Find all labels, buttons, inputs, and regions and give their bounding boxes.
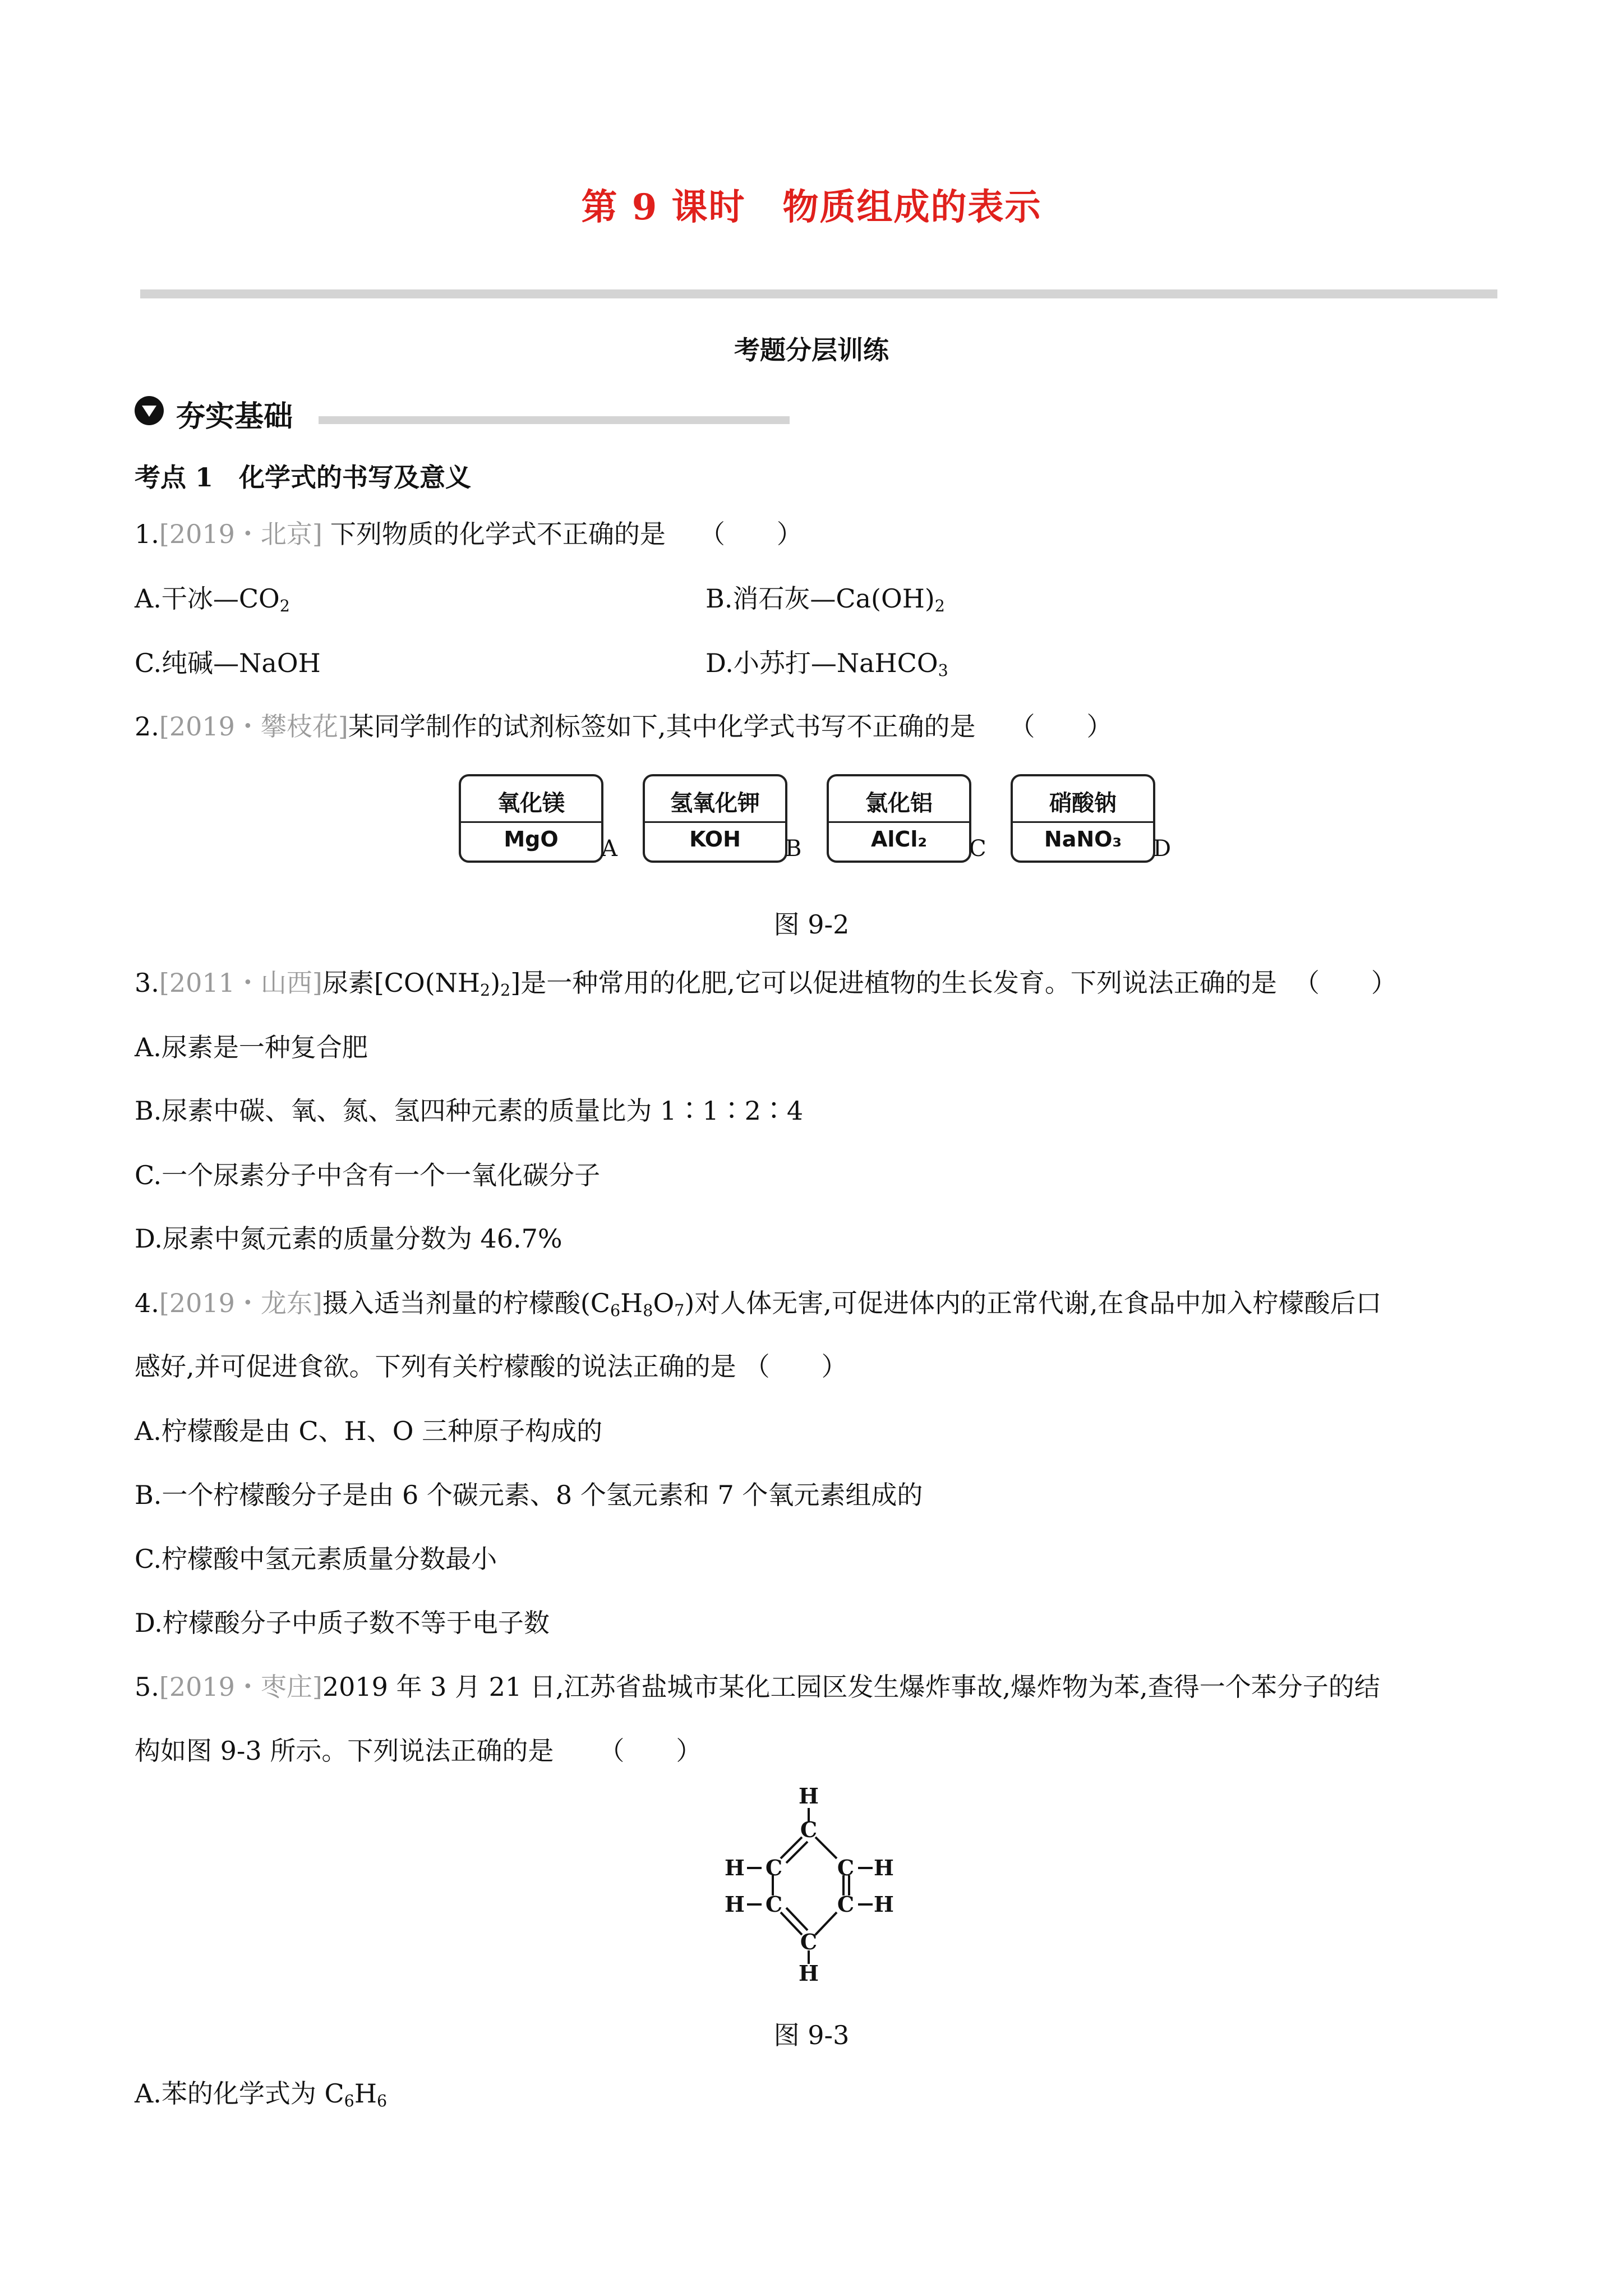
c-atom: C	[765, 1892, 783, 1917]
c-atom: C	[800, 1929, 818, 1954]
q3-option-d: D.尿素中氮元素的质量分数为 46.7%	[135, 1223, 562, 1254]
reagent-label: 氢氧化钾 KOH	[643, 774, 787, 863]
exam-point-heading: 考点 1 化学式的书写及意义	[135, 462, 472, 493]
q3-stem: 3.[2011・山西]尿素$[CO(NH_2)_2]$是一种常用的化肥,它可以促进植物的生长发育。下列说法正确的是 （ ）	[135, 968, 1397, 1000]
q3-option-b: B.尿素中碳、氧、氮、氢四种元素的质量比为 1∶1∶2∶4	[135, 1096, 804, 1126]
label-letter: A	[601, 836, 617, 862]
q2-stem: 2.[2019・攀枝花]某同学制作的试剂标签如下,其中化学式书写不正确的是 （ ）	[135, 711, 1113, 742]
q3-source: [2011・山西]	[159, 968, 322, 998]
down-triangle-circle-icon	[135, 396, 164, 425]
q4-source: [2019・龙东]	[159, 1288, 322, 1318]
q3-option-a: A.尿素是一种复合肥	[135, 1032, 368, 1062]
q4-stem: 4.[2019・龙东]摄入适当剂量的柠檬酸$(C_6H_8O_7)$对人体无害,可促进体内的正常代谢,在食品中加入柠檬酸后口	[135, 1288, 1382, 1320]
h-atom: H	[725, 1892, 745, 1917]
q4-option-a: A.柠檬酸是由 C、H、O 三种原子构成的	[135, 1416, 603, 1446]
q5-source: [2019・枣庄]	[159, 1672, 322, 1702]
c-atom: C	[837, 1892, 855, 1917]
q4-option-c: C.柠檬酸中氢元素质量分数最小	[135, 1544, 497, 1574]
page-title: 第 9 课时 物质组成的表示	[581, 186, 1042, 228]
label-letter: D	[1153, 836, 1172, 862]
q1-option-c: C.纯碱—NaOH	[135, 648, 321, 678]
c-atom: C	[800, 1817, 818, 1842]
q1-option-d: D.小苏打—NaHCO$_3$	[706, 648, 948, 680]
benzene-structure-diagram	[723, 1787, 909, 1983]
h-atom: H	[799, 1787, 819, 1809]
section-label: 夯实基础	[176, 399, 293, 434]
label-letter: B	[785, 836, 802, 862]
q2-source: [2019・攀枝花]	[159, 711, 348, 742]
h-atom: H	[799, 1961, 819, 1983]
figure-caption: 图 9-2	[773, 909, 850, 940]
q3-option-c: C.一个尿素分子中含有一个一氧化碳分子	[135, 1160, 601, 1190]
q5-option-a: A.苯的化学式为 $C_6H_6$	[135, 2078, 388, 2111]
h-atom: H	[874, 1892, 894, 1917]
q1-source: [2019・北京]	[159, 519, 322, 549]
h-atom: H	[725, 1855, 745, 1880]
q4-option-d: D.柠檬酸分子中质子数不等于电子数	[135, 1608, 550, 1638]
page-subtitle: 考题分层训练	[734, 335, 889, 365]
reagent-label: 氧化镁 MgO	[459, 774, 603, 863]
c-atom: C	[765, 1855, 783, 1880]
title-divider	[140, 289, 1497, 298]
c-atom: C	[837, 1855, 855, 1880]
q1-stem: 1.[2019・北京] 下列物质的化学式不正确的是 （ ）	[135, 519, 803, 549]
section-bar	[319, 416, 790, 424]
q4-stem-line2: 感好,并可促进食欲。下列有关柠檬酸的说法正确的是 （ ）	[135, 1351, 847, 1382]
reagent-label: 氯化铝 AlCl₂	[827, 774, 971, 863]
q4-option-b: B.一个柠檬酸分子是由 6 个碳元素、8 个氢元素和 7 个氧元素组成的	[135, 1480, 923, 1510]
q5-stem: 5.[2019・枣庄]2019 年 3 月 21 日,江苏省盐城市某化工园区发生爆炸事故,爆炸物为苯,查得一个苯分子的结	[135, 1672, 1380, 1702]
figure-caption: 图 9-3	[773, 2020, 850, 2050]
h-atom: H	[874, 1855, 894, 1880]
q5-stem-line2: 构如图 9-3 所示。下列说法正确的是 （ ）	[135, 1736, 702, 1766]
reagent-label: 硝酸钠 NaNO₃	[1011, 774, 1155, 863]
label-letter: C	[969, 836, 986, 862]
q1-option-a: A.干冰$—CO_2$	[135, 583, 290, 616]
q1-option-b: B.消石灰$—Ca(OH)_2$	[706, 583, 945, 616]
